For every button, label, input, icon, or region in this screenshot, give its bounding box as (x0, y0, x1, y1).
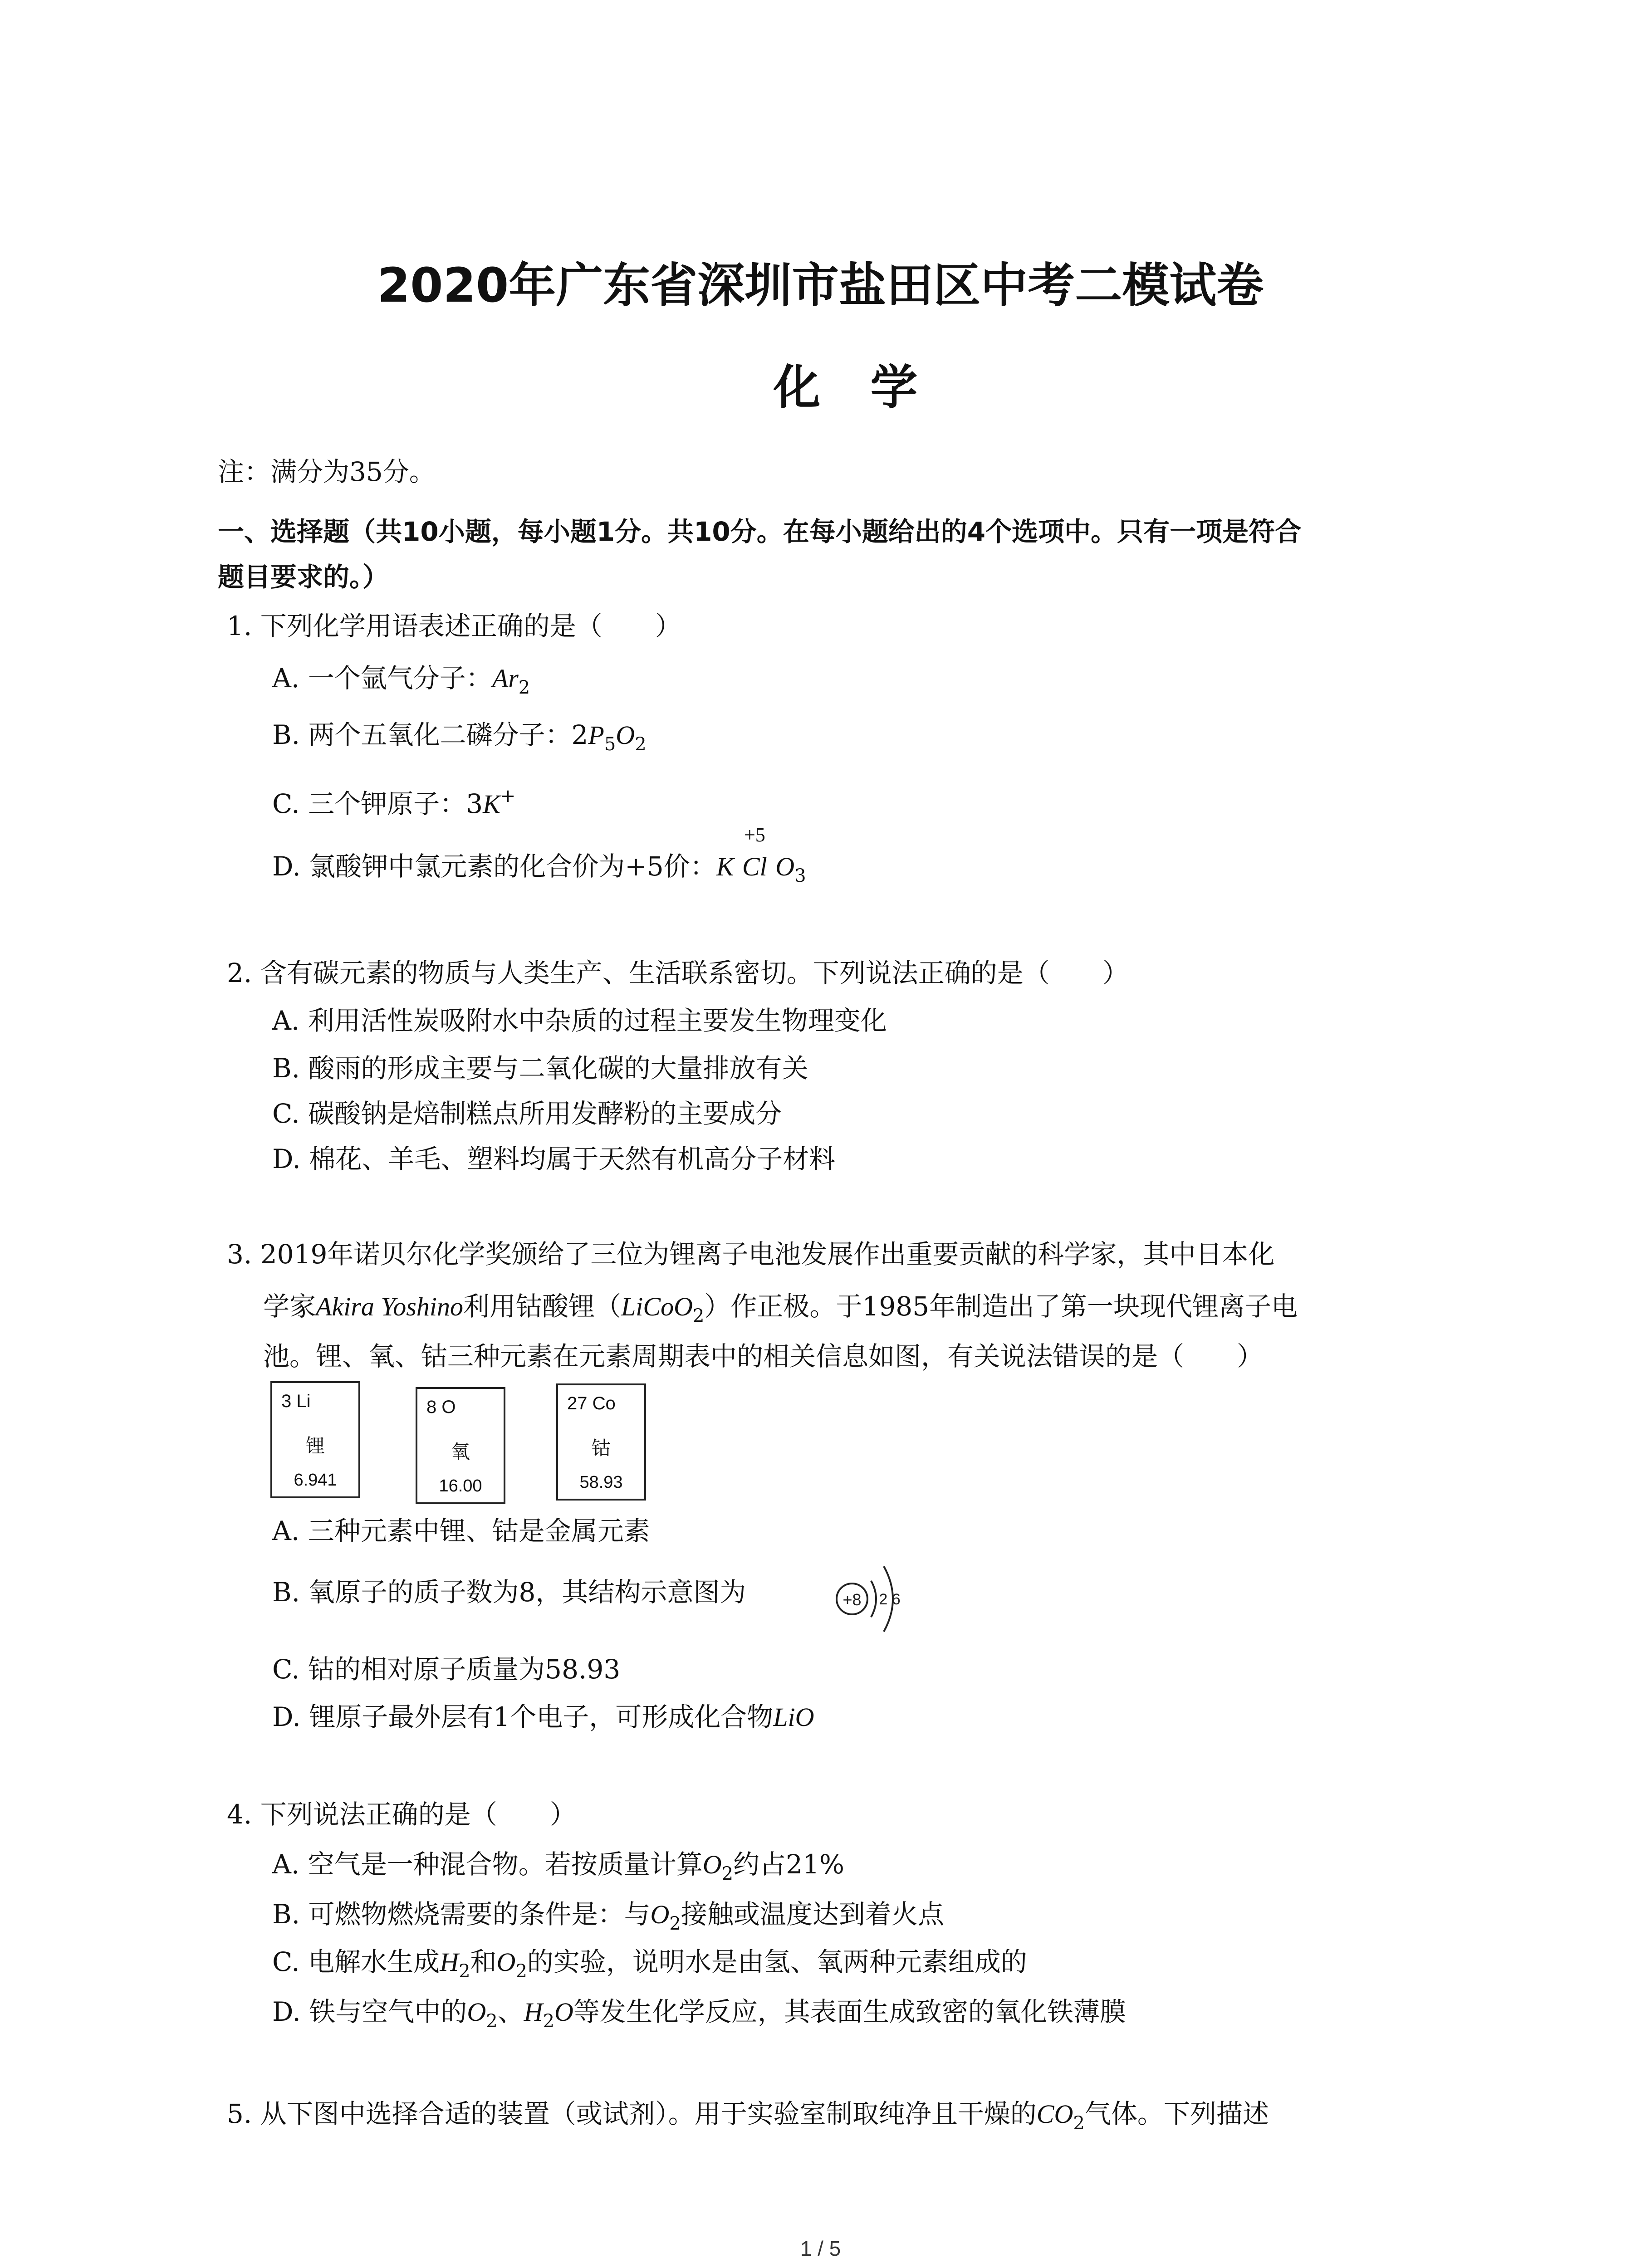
formula-coef: 2 (571, 719, 588, 750)
q3-option-b: B. 氧原子的质子数为8，其结构示意图为 (272, 1577, 746, 1608)
q4-text: 的实验，说明水是由氢、氧两种元素组成的 (527, 1946, 1027, 1977)
valence-mark: +5 (744, 824, 765, 846)
formula-o: O (467, 1997, 486, 2027)
element-number: 3 Li (281, 1391, 311, 1411)
q1-option-d (272, 824, 806, 894)
q3-stem-text: ）作正极。于1985年制造出了第一块现代锂离子电 (704, 1291, 1298, 1322)
element-number: 27 Co (567, 1393, 616, 1413)
formula-cl-symbol: Cl (742, 852, 767, 881)
formula-licoo: LiCoO (621, 1292, 693, 1321)
q2-option-b: B. 酸雨的形成主要与二氧化碳的大量排放有关 (272, 1053, 808, 1084)
q1-option-b (272, 717, 647, 763)
q3-stem-text: 利用钴酸锂（ (463, 1291, 622, 1322)
q3-stem-line3: 池。锂、氧、钴三种元素在元素周期表中的相关信息如图，有关说法错误的是（ ） (263, 1341, 1264, 1372)
element-name: 锂 (305, 1435, 325, 1457)
formula-sub: 2 (518, 677, 530, 698)
electron-counts: 2 6 (879, 1591, 901, 1608)
q4-option-c (272, 1944, 1027, 1989)
formula-sub: 2 (721, 1863, 734, 1884)
q3-stem-line1: 3. 2019年诺贝尔化学奖颁给了三位为锂离子电池发展作出重要贡献的科学家，其中日本化 (227, 1239, 1275, 1270)
q1-option-c (272, 778, 515, 822)
formula-o: O (650, 1900, 670, 1929)
q3-stem-line2 (263, 1288, 1298, 1334)
page-number: 1 / 5 (800, 2237, 841, 2260)
q1-option-d-text: D. 氯酸钾中氯元素的化合价为+5价： (272, 851, 716, 882)
q4-option-b (272, 1896, 944, 1942)
formula-sub: 2 (669, 1913, 681, 1934)
formula-sub: 2 (486, 2011, 498, 2032)
element-mass: 58.93 (579, 1473, 623, 1492)
nucleus-charge: +8 (843, 1590, 862, 1609)
formula-sub: 2 (692, 1305, 705, 1326)
element-mass: 6.941 (294, 1471, 337, 1490)
q2-option-c: C. 碳酸钠是焙制糕点所用发酵粉的主要成分 (272, 1098, 782, 1129)
formula-o: O (554, 1997, 573, 2027)
q4-text: 、 (497, 1996, 524, 2027)
q1-option-c-text: C. 三个钾原子： (272, 788, 466, 819)
element-name: 钴 (591, 1437, 611, 1459)
formula-ar: Ar (492, 664, 519, 693)
q4-text: C. 电解水生成 (272, 1946, 440, 1977)
formula-sub: 2 (515, 1961, 527, 1982)
formula-sup: + (500, 786, 516, 807)
formula-p: P (588, 720, 604, 750)
formula-o: O (496, 1947, 516, 1977)
q4-text: 接触或温度达到着火点 (681, 1899, 944, 1930)
formula-co: CO (1036, 2099, 1073, 2129)
q4-text: 和 (470, 1946, 497, 1977)
q1-option-b-text: B. 两个五氧化二磷分子： (272, 719, 572, 750)
q1-stem: 1. 下列化学用语表述正确的是（ ） (227, 611, 681, 641)
q5-text: 气体。下列描述 (1084, 2098, 1269, 2129)
formula-sub: 2 (1073, 2113, 1085, 2134)
q4-option-d (272, 1994, 1126, 2039)
formula-coef: 3 (466, 788, 483, 819)
formula-o: O (702, 1850, 722, 1879)
q3-option-a: A. 三种元素中锂、钴是金属元素 (272, 1515, 650, 1546)
q2-stem: 2. 含有碳元素的物质与人类生产、生活联系密切。下列说法正确的是（ ） (227, 958, 1129, 988)
q3-option-d (272, 1699, 814, 1735)
formula-sub: 2 (459, 1961, 470, 1982)
formula-k: K (716, 852, 734, 881)
q4-text: B. 可燃物燃烧需要的条件是：与 (272, 1899, 651, 1930)
q4-stem: 4. 下列说法正确的是（ ） (227, 1799, 576, 1830)
q2-option-a: A. 利用活性炭吸附水中杂质的过程主要发生物理变化 (272, 1005, 887, 1036)
formula-sub: 5 (604, 734, 616, 755)
q1-option-a (272, 660, 530, 706)
subject-title: 化学 (773, 360, 968, 415)
element-card-li (270, 1381, 360, 1498)
q5-stem (227, 2096, 1269, 2141)
formula-sub: 2 (543, 2011, 555, 2032)
formula-lio: LiO (773, 1702, 814, 1732)
element-mass: 16.00 (439, 1476, 482, 1496)
formula-sub: 3 (794, 865, 806, 886)
scientist-name: Akira Yoshino (316, 1292, 463, 1321)
exam-title: 2020年广东省深圳市盐田区中考二模试卷 (377, 258, 1264, 313)
formula-cl (742, 824, 767, 885)
element-card-o (416, 1387, 505, 1504)
q4-option-a (272, 1846, 844, 1892)
formula-sub: 2 (635, 734, 647, 755)
element-card-co (556, 1383, 646, 1501)
formula-k: K (483, 789, 500, 819)
q4-text: D. 铁与空气中的 (272, 1996, 467, 2027)
formula-h: H (524, 1997, 543, 2027)
q2-option-d: D. 棉花、羊毛、塑料均属于天然有机高分子材料 (272, 1144, 836, 1174)
score-note: 注：满分为35分。 (218, 456, 436, 487)
q3-stem-text: 学家 (263, 1291, 316, 1322)
q4-text: 约占21% (733, 1849, 845, 1880)
section-heading-line2: 题目要求的。） (218, 562, 389, 592)
element-number: 8 O (426, 1397, 456, 1417)
atom-structure-diagram (830, 1554, 907, 1644)
section-heading-line1: 一、选择题（共10小题，每小题1分。共10分。在每小题给出的4个选项中。只有一项是符合 (218, 516, 1302, 547)
formula-o: O (775, 852, 795, 881)
q4-text: A. 空气是一种混合物。若按质量计算 (272, 1849, 703, 1880)
q5-text: 5. 从下图中选择合适的装置（或试剂）。用于实验室制取纯净且干燥的 (227, 2098, 1037, 2129)
q1-option-a-text: A. 一个氩气分子： (272, 663, 492, 694)
q3-option-c: C. 钴的相对原子质量为58.93 (272, 1654, 621, 1685)
formula-o: O (616, 720, 635, 750)
electron-shell-1 (871, 1581, 876, 1617)
q4-text: 等发生化学反应，其表面生成致密的氧化铁薄膜 (573, 1996, 1126, 2027)
q3-option-d-text: D. 锂原子最外层有1个电子，可形成化合物 (272, 1701, 774, 1732)
formula-h: H (440, 1947, 459, 1977)
element-name: 氧 (451, 1441, 470, 1462)
